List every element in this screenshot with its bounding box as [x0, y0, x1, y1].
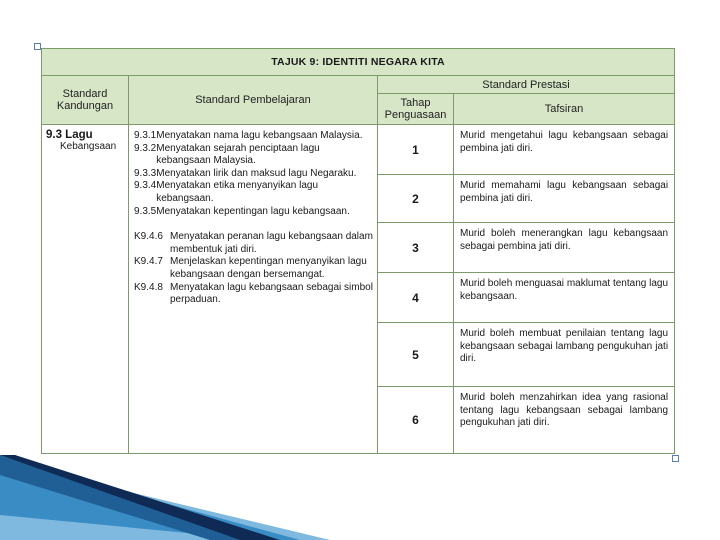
item-text: Menyatakan peranan lagu kebangsaan dalam membentuk jati diri. [170, 231, 373, 255]
tafsiran-1: Murid mengetahui lagu kebangsaan sebagai pembina jati diri. [454, 125, 675, 175]
tahap-6: 6 [378, 387, 454, 454]
tafsiran-2: Murid memahami lagu kebangsaan sebagai pembina jati diri. [454, 175, 675, 223]
pembelajaran-item [134, 143, 373, 168]
tahap-3: 3 [378, 223, 454, 273]
pembelajaran-item [134, 180, 373, 205]
tafsiran-5: Murid boleh membuat penilaian tentang lagu kebangsaan sebagai lambang pengukuhan jati diri. [454, 323, 675, 387]
item-text: Menyatakan nama lagu kebangsaan Malaysia. [156, 130, 363, 141]
item-number: 9.3.2 [134, 142, 157, 154]
header-standard-pembelajaran: Standard Pembelajaran [129, 76, 378, 125]
pembelajaran-item [134, 206, 373, 219]
kandungan-code: 9.3 Lagu [46, 129, 93, 141]
anchor-marker-top [34, 43, 41, 50]
kemahiran-item [134, 256, 373, 281]
standard-table [41, 48, 675, 454]
pembelajaran-item [134, 168, 373, 181]
item-text: Menjelaskan kepentingan menyanyikan lagu kebangsaan dengan bersemangat. [170, 256, 367, 280]
header-standard-prestasi: Standard Prestasi [378, 76, 675, 94]
item-text: Menyatakan etika menyanyikan lagu kebangsaan. [156, 180, 319, 204]
table-title: TAJUK 9: IDENTITI NEGARA KITA [42, 49, 675, 76]
header-standard-kandungan: Standard Kandungan [42, 76, 129, 125]
tahap-2: 2 [378, 175, 454, 223]
tafsiran-3: Murid boleh menerangkan lagu kebangsaan sebagai pembina jati diri. [454, 223, 675, 273]
item-text: Menyatakan lagu kebangsaan sebagai simbol perpaduan. [170, 281, 373, 306]
kemahiran-item [134, 282, 373, 307]
item-number: 9.3.1 [134, 130, 157, 141]
standard-pembelajaran-cell [129, 125, 378, 454]
standard-kandungan-cell [42, 125, 129, 454]
item-number: K9.4.6 [134, 231, 163, 243]
header-tafsiran: Tafsiran [454, 94, 675, 125]
item-text: Menyatakan sejarah penciptaan lagu kebangsaan Malaysia. [156, 142, 320, 167]
tahap-4: 4 [378, 273, 454, 323]
tafsiran-4: Murid boleh menguasai maklumat tentang lagu kebangsaan. [454, 273, 675, 323]
kandungan-name: Kebangsaan [60, 141, 117, 152]
kemahiran-item [134, 231, 373, 256]
decorative-wave-stripes [0, 455, 720, 540]
item-number: K9.4.7 [134, 256, 163, 268]
header-tahap-penguasaan: Tahap Penguasaan [378, 94, 454, 125]
tafsiran-6: Murid boleh menzahirkan idea yang rasional tentang lagu kebangsaan sebagai lambang pengukuhan jati diri. [454, 387, 675, 454]
item-number: 9.3.5 [134, 205, 157, 217]
item-text: Menyatakan kepentingan lagu kebangsaan. [156, 205, 350, 217]
item-text: Menyatakan lirik dan maksud lagu Negaraku. [156, 167, 357, 179]
item-number: 9.3.3 [134, 167, 157, 179]
tahap-1: 1 [378, 125, 454, 175]
item-number: 9.3.4 [134, 180, 157, 192]
item-number: K9.4.8 [134, 281, 163, 293]
tahap-5: 5 [378, 323, 454, 387]
pembelajaran-item [134, 130, 373, 143]
